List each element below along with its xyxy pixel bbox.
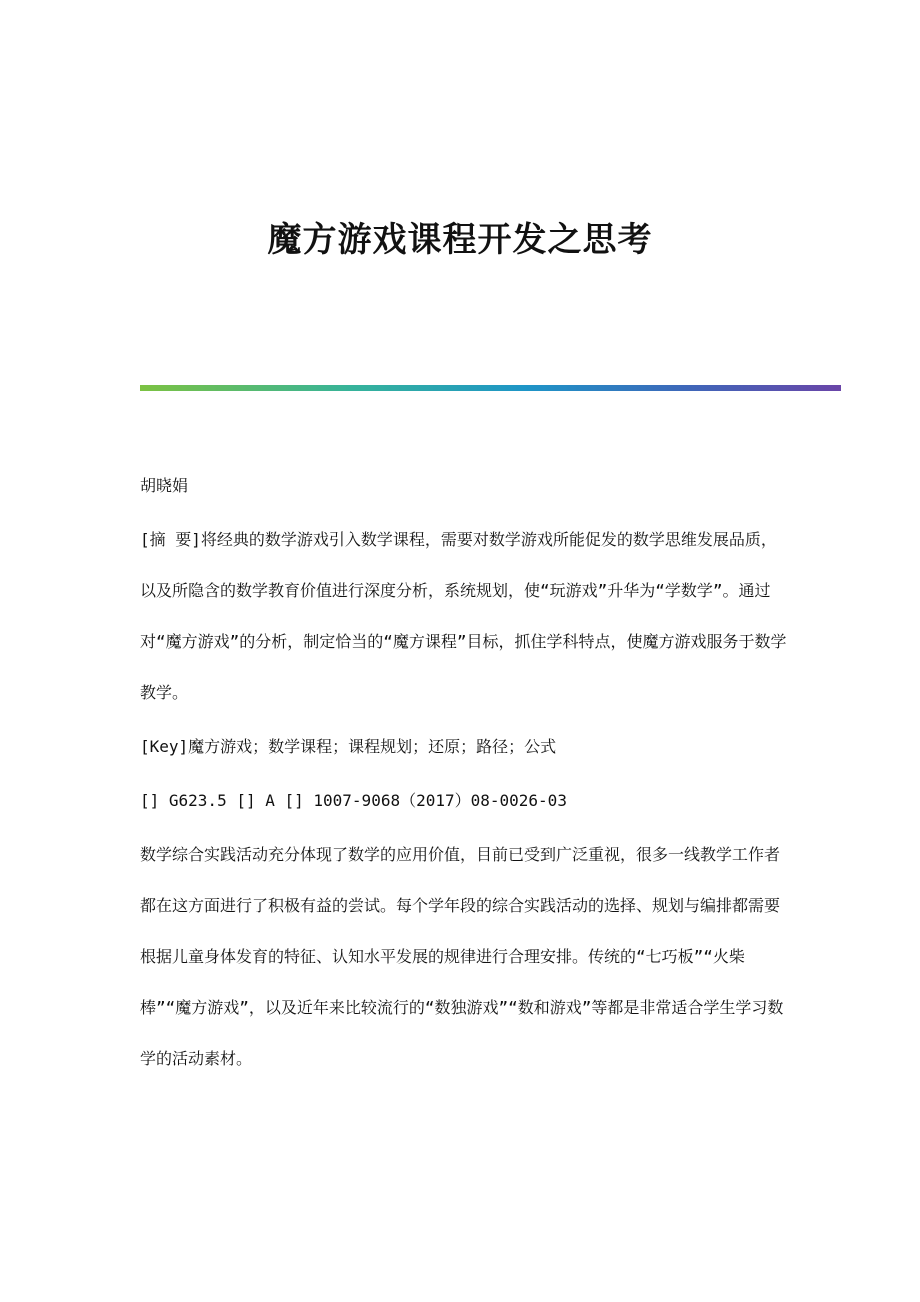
abstract-paragraph: [摘 要]将经典的数学游戏引入数学课程，需要对数学游戏所能促发的数学思维发展品质，以及所隐含的数学教育价值进行深度分析，系统规划，使“玩游戏”升华为“学数学”。通过对“魔方游戏”的分析，制定恰当的“魔方课程”目标，抓住学科特点，使魔方游戏服务于数学教学。: [140, 530, 787, 702]
gradient-divider: [140, 385, 841, 391]
body-paragraph: 数学综合实践活动充分体现了数学的应用价值，目前已受到广泛重视，很多一线教学工作者都在这方面进行了积极有益的尝试。每个学年段的综合实践活动的选择、规划与编排都需要根据儿童身体发育的特征、认知水平发展的规律进行合理安排。传统的“七巧板”“火柴棒”“魔方游戏”，以及近年来比较流行的“数独游戏”“数和游戏”等都是非常适合学生学习数学的活动素材。: [140, 845, 784, 1068]
keywords-line: [Key]魔方游戏；数学课程；课程规划；还原；路径；公式: [140, 737, 557, 756]
classification-line: [] G623.5 [] A [] 1007-9068（2017）08-0026-03: [140, 791, 567, 810]
paper-body: [140, 460, 790, 1084]
author-name: 胡晓娟: [140, 476, 189, 495]
paper-title: 魔方游戏课程开发之思考: [267, 220, 653, 260]
